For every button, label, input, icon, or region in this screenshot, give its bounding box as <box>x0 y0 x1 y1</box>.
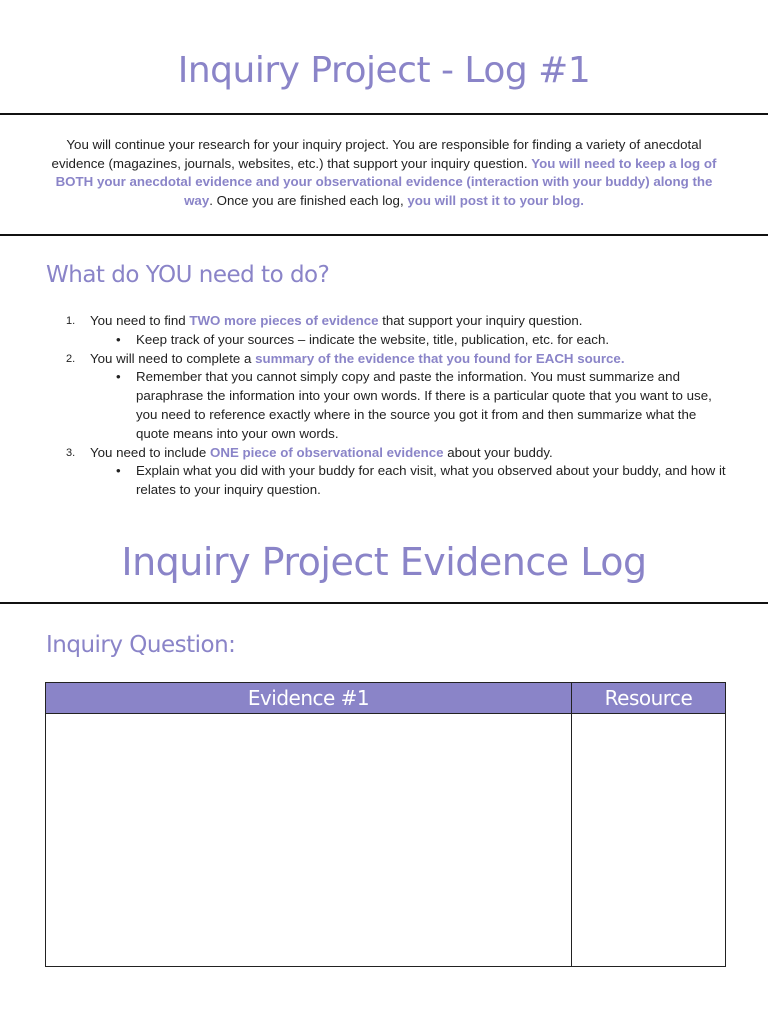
bullet-text: Explain what you did with your buddy for each visit, what you observed about your buddy, and how it relates to your inquiry question. <box>136 463 726 498</box>
bullet-item <box>116 462 726 500</box>
step-item-3 <box>66 444 726 500</box>
inquiry-question-label: Inquiry Question: <box>46 632 236 658</box>
step-highlight: summary of the evidence that you found for EACH source. <box>255 350 625 366</box>
step-bullets <box>90 462 726 500</box>
step-highlight: TWO more pieces of evidence <box>189 313 379 328</box>
evidence-cell[interactable] <box>46 714 572 967</box>
bullet-icon: • <box>116 463 121 479</box>
bullet-text: Remember that you cannot simply copy and paste the information. You must summarize and paraphrase the information into your own words. If there is a particular quote that you want to use, you need to reference exactly where in the source you got it from and then summarize what the quote means into your own words. <box>136 369 712 441</box>
evidence-table <box>45 682 726 967</box>
evidence-column-header: Evidence #1 <box>46 683 572 714</box>
step-item-2 <box>66 350 726 444</box>
bullet-item <box>116 331 726 350</box>
title-divider <box>0 113 768 115</box>
step-number: 1. <box>66 315 76 327</box>
todo-steps-list <box>66 312 726 500</box>
step-text-post: that support your inquiry question. <box>378 313 583 328</box>
step-number: 2. <box>66 352 76 365</box>
evidence-log-title: Inquiry Project Evidence Log <box>121 540 647 584</box>
resource-column-header: Resource <box>572 683 726 714</box>
intro-highlight-2: you will post it to your blog. <box>407 192 584 208</box>
log-divider <box>0 602 768 604</box>
step-bullets <box>90 331 726 350</box>
intro-highlight-1: You will need to keep a log of BOTH your anecdotal evidence and your observational evidence (interaction with your buddy) along the way <box>55 155 717 208</box>
step-highlight: ONE piece of observational evidence <box>210 444 444 460</box>
intro-paragraph <box>40 136 728 210</box>
step-text-post: about your buddy. <box>443 444 553 460</box>
intro-text-2: . Once you are finished each log, <box>209 192 408 208</box>
intro-divider <box>0 234 768 236</box>
table-header-row <box>46 683 726 714</box>
page-title: Inquiry Project - Log #1 <box>177 50 591 91</box>
table-row <box>46 714 726 967</box>
step-item-1 <box>66 312 726 350</box>
step-text-pre: You need to find <box>90 313 190 328</box>
intro-text-1: You will continue your research for your inquiry project. You are responsible for finding a variety of anecdotal evidence (magazines, journals, websites, etc.) that support your inquiry question. <box>51 137 702 171</box>
bullet-icon: • <box>116 369 121 385</box>
step-number: 3. <box>66 446 76 459</box>
resource-cell[interactable] <box>572 714 726 967</box>
bullet-icon: • <box>116 331 121 347</box>
todo-heading: What do YOU need to do? <box>46 262 330 288</box>
bullet-item <box>116 368 726 443</box>
step-bullets <box>90 368 726 443</box>
step-text-pre: You need to include <box>90 444 211 460</box>
bullet-text: Keep track of your sources – indicate the website, title, publication, etc. for each. <box>136 331 610 347</box>
step-text-pre: You will need to complete a <box>90 350 256 366</box>
